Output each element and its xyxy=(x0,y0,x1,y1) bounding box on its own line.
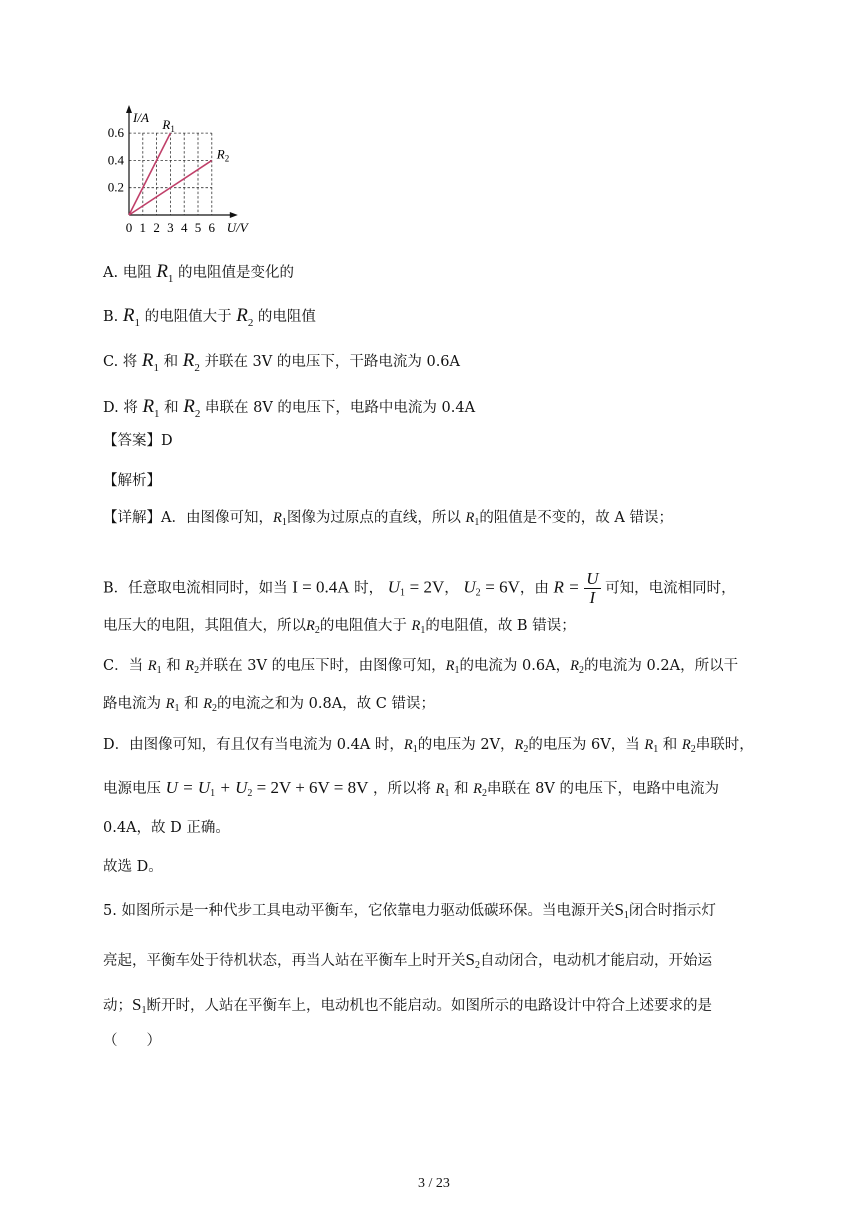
symbol-r: R xyxy=(122,305,135,326)
symbol-r: R xyxy=(514,737,524,753)
series-line-r1 xyxy=(129,133,170,215)
text: 并联在 3V 的电压下时，由图像可知， xyxy=(199,658,446,674)
option-d-mid: 和 xyxy=(164,400,179,416)
text: 的电压为 6V，当 xyxy=(528,737,640,753)
y-axis-label: I/A xyxy=(133,110,149,125)
ohm-law-lhs: R = xyxy=(553,577,580,597)
detail-line-9: 故选 D。 xyxy=(103,859,163,875)
symbol-r: R xyxy=(142,396,155,417)
symbol-r: R xyxy=(570,658,579,674)
symbol-r: R xyxy=(473,781,483,797)
option-b xyxy=(103,306,316,333)
fraction-numerator: U xyxy=(586,569,599,588)
subscript: 2 xyxy=(475,587,481,599)
detail-line-7 xyxy=(103,778,719,804)
text: 自动闭合，电动机才能启动，开始运 xyxy=(479,953,712,969)
equation-u1: = 2V xyxy=(409,577,445,597)
option-c-prefix: C. 将 xyxy=(103,354,138,370)
x-tick-label: 6 xyxy=(208,220,216,235)
option-c-text: 并联在 3V 的电压下，干路电流为 0.6A xyxy=(204,354,461,370)
text: 串联在 8V 的电压下，电路中电流为 xyxy=(487,781,719,797)
subscript: 1 xyxy=(400,587,406,599)
symbol-u: U xyxy=(463,577,476,597)
equation-total-voltage-b: + U xyxy=(215,778,248,797)
symbol-r: R xyxy=(182,350,195,371)
text: 的电阻值大于 xyxy=(319,618,407,634)
question-5-line-3 xyxy=(103,995,712,1021)
subscript: 2 xyxy=(247,788,253,799)
text: 亮起，平衡车处于待机状态，再当人站在平衡车上时开关 xyxy=(103,953,466,969)
subscript: 2 xyxy=(482,788,488,799)
text: 电压大的电阻，其阻值大，所以 xyxy=(103,618,306,634)
fraction-denominator: I xyxy=(589,588,596,607)
option-a-text: 的电阻值是变化的 xyxy=(178,265,295,281)
subscript: 2 xyxy=(690,744,696,755)
symbol-r: R xyxy=(236,305,248,326)
symbol-s: S xyxy=(614,900,624,919)
subscript: 2 xyxy=(194,665,200,676)
x-tick-label: 5 xyxy=(194,220,202,235)
text: 的电流为 0.6A， xyxy=(459,658,571,674)
text: 的电流为 0.2A，所以干 xyxy=(583,658,739,674)
subscript: 1 xyxy=(420,625,426,636)
text: ， xyxy=(444,580,459,597)
ohm-law-fraction xyxy=(584,570,600,607)
page-number: 3 / 23 xyxy=(418,1176,450,1191)
subscript: 1 xyxy=(281,517,287,528)
symbol-r: R xyxy=(411,618,421,634)
x-tick-label: 1 xyxy=(139,220,147,235)
equation-u2: = 6V xyxy=(485,577,520,597)
text: 的电压为 2V， xyxy=(417,737,515,753)
detail-line-2 xyxy=(103,570,736,607)
text: C．当 xyxy=(103,658,144,674)
text: 动； xyxy=(103,998,132,1014)
text: 串联时， xyxy=(695,737,754,753)
symbol-u: U xyxy=(387,577,401,597)
subscript: 1 xyxy=(174,703,180,714)
x-tick-label: 4 xyxy=(180,220,188,235)
symbol-s: S xyxy=(465,950,475,969)
text: 和 xyxy=(166,658,181,674)
subscript: 1 xyxy=(412,744,418,755)
symbol-r: R xyxy=(644,737,654,753)
subscript: 1 xyxy=(623,910,629,921)
subscript: 1 xyxy=(156,665,162,676)
detail-line-4 xyxy=(103,656,738,681)
option-d xyxy=(103,397,475,424)
symbol-r: R xyxy=(435,781,445,797)
analysis-heading: 【解析】 xyxy=(103,473,161,489)
text: 断开时，人站在平衡车上，电动机也不能启动。如图所示的电路设计中符合上述要求的是 xyxy=(146,998,712,1014)
detail-line-3 xyxy=(103,616,576,641)
text: 可知，电流相同时， xyxy=(605,580,736,597)
question-5-line-2 xyxy=(103,950,712,976)
symbol-r: R xyxy=(165,696,175,712)
text: B．任意取电流相同时，如当 xyxy=(103,580,288,597)
option-a-prefix: A. 电阻 xyxy=(103,265,152,281)
text: 闭合时指示灯 xyxy=(628,903,716,919)
symbol-r: R xyxy=(185,658,195,674)
equation-total-voltage: U = U xyxy=(165,778,211,797)
x-axis-arrow xyxy=(230,212,238,218)
text: 路电流为 xyxy=(103,696,161,712)
current-voltage-graph xyxy=(100,105,260,240)
symbol-r: R xyxy=(183,396,195,417)
detail-line-8: 0.4A，故 D 正确。 xyxy=(103,820,230,836)
option-b-text: 的电阻值 xyxy=(257,309,316,325)
symbol-r: R xyxy=(147,658,157,674)
subscript: 1 xyxy=(454,665,460,676)
symbol-r: R xyxy=(445,658,455,674)
subscript: 1 xyxy=(141,1005,147,1016)
subscript: 2 xyxy=(247,317,254,329)
equation-current: I = 0.4A xyxy=(292,577,350,597)
symbol-r: R xyxy=(272,510,282,526)
symbol-r: R xyxy=(156,261,168,282)
option-b-prefix: B. xyxy=(103,309,119,325)
text: ，所以将 xyxy=(372,781,431,797)
text: 的阻值是不变的，故 A 错误； xyxy=(479,510,674,526)
option-d-prefix: D. 将 xyxy=(103,400,138,416)
subscript: 1 xyxy=(444,788,450,799)
text: 的电流之和为 0.8A，故 C 错误； xyxy=(217,696,435,712)
subscript: 1 xyxy=(167,273,174,285)
subscript: 1 xyxy=(154,408,160,420)
question-5-line-4: （ ） xyxy=(103,1033,161,1049)
text: 的电阻值，故 B 错误； xyxy=(425,618,576,634)
subscript: 1 xyxy=(474,517,480,528)
series-label-r2: $R_2$ xyxy=(216,146,230,164)
subscript: 1 xyxy=(653,744,659,755)
symbol-r: R xyxy=(306,618,315,634)
text: 5. 如图所示是一种代步工具电动平衡车，它依靠电力驱动低碳环保。当电源开关 xyxy=(103,903,615,919)
subscript: 2 xyxy=(578,665,584,676)
text: D．由图像可知，有且仅有当电流为 0.4A 时， xyxy=(103,737,404,753)
question-5-line-1 xyxy=(103,900,716,926)
option-b-mid: 的电阻值大于 xyxy=(144,309,232,325)
subscript: 2 xyxy=(523,744,529,755)
text: 和 xyxy=(454,781,469,797)
subscript: 2 xyxy=(314,625,320,636)
text: 时， xyxy=(354,580,384,597)
symbol-r: R xyxy=(141,350,154,371)
series-label-subscript: 2 xyxy=(224,153,230,164)
text: 图像为过原点的直线，所以 xyxy=(286,510,461,526)
subscript: 1 xyxy=(153,362,160,374)
detail-line-1 xyxy=(103,508,673,533)
symbol-r: R xyxy=(681,737,691,753)
y-axis-arrow xyxy=(126,105,132,113)
equation-total-voltage-c: = 2V + 6V = 8V xyxy=(252,778,369,797)
subscript: 2 xyxy=(194,362,200,374)
series-label-subscript: 1 xyxy=(170,124,175,135)
x-tick-label: 3 xyxy=(167,220,174,235)
subscript: 2 xyxy=(474,960,480,971)
detail-line-6 xyxy=(103,735,754,760)
y-tick-label: 0.2 xyxy=(107,179,124,195)
subscript: 1 xyxy=(134,317,140,329)
option-c-mid: 和 xyxy=(163,354,179,370)
series-label-r1: $R_1$ xyxy=(162,117,175,135)
x-tick-label: 2 xyxy=(153,220,160,235)
detail-line-5 xyxy=(103,694,435,719)
x-axis-label: U/V xyxy=(226,220,248,235)
text: 电源电压 xyxy=(103,781,161,797)
symbol-s: S xyxy=(132,995,142,1014)
subscript: 2 xyxy=(212,703,218,714)
option-d-text: 串联在 8V 的电压下，电路中电流为 0.4A xyxy=(204,400,476,416)
subscript: 2 xyxy=(194,408,201,420)
y-tick-label: 0.6 xyxy=(107,125,124,141)
text: 【详解】A．由图像可知， xyxy=(103,510,273,526)
symbol-r: R xyxy=(203,696,213,712)
text: 和 xyxy=(184,696,199,712)
symbol-r: R xyxy=(465,510,475,526)
subscript: 1 xyxy=(210,788,216,799)
symbol-r: R xyxy=(403,737,413,753)
x-tick-label: 0 xyxy=(125,220,133,235)
option-c xyxy=(103,351,460,378)
answer-line: 【答案】D xyxy=(103,433,173,449)
y-tick-label: 0.4 xyxy=(107,152,124,168)
text: ，由 xyxy=(519,580,549,597)
text: 和 xyxy=(662,737,678,753)
option-a xyxy=(103,262,294,289)
